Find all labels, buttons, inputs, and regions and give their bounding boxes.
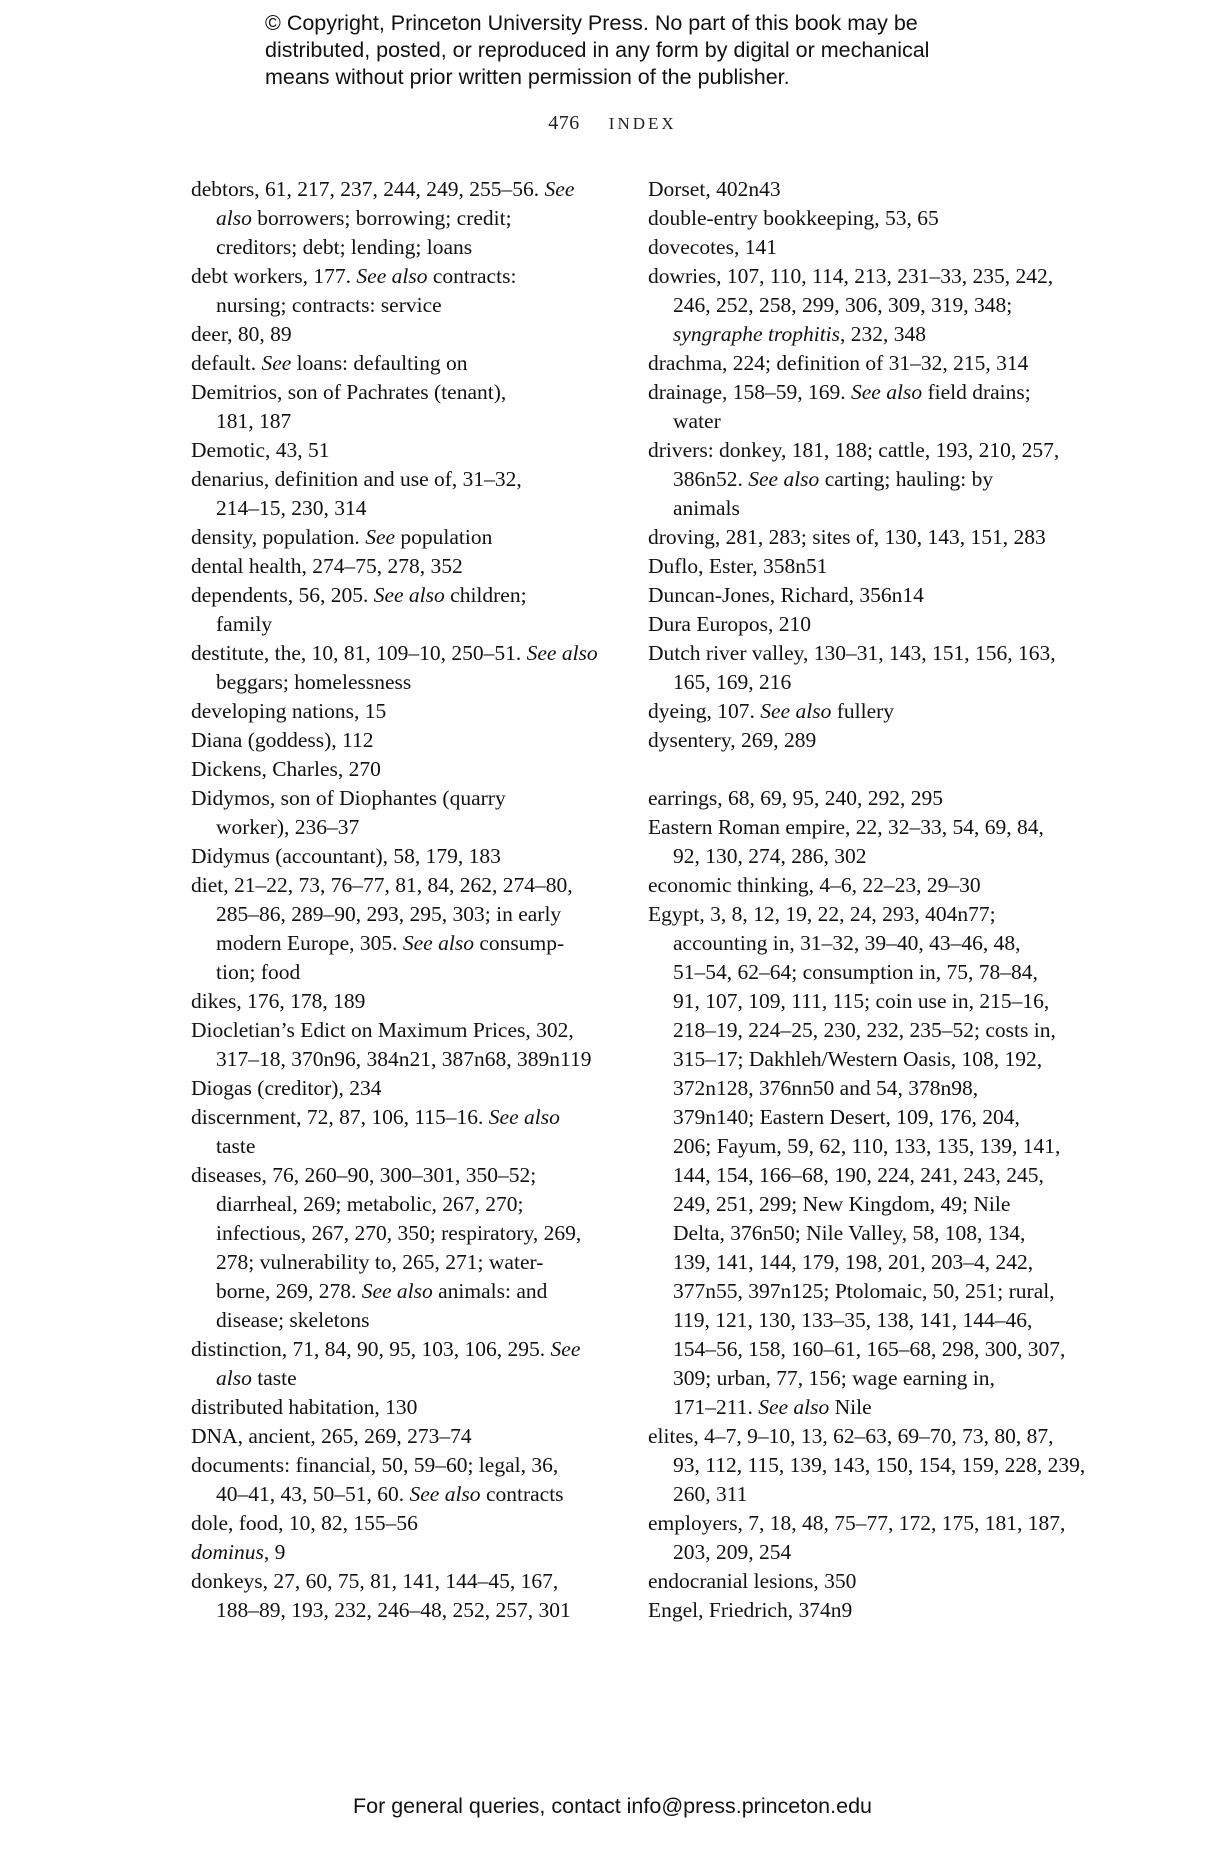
index-entry-continuation (648, 1016, 1066, 1045)
index-text: Diocletian’s Edict on Maximum Prices, 302, (191, 1018, 574, 1042)
index-text: deer, 80, 89 (191, 322, 292, 346)
index-text: documents: financial, 50, 59–60; legal, 36, (191, 1453, 559, 1477)
index-entry (648, 697, 1066, 726)
index-text: drivers: donkey, 181, 188; cattle, 193, 210, 257, (648, 438, 1060, 462)
index-entry-continuation (648, 1219, 1066, 1248)
index-text: 278; vulnerability to, 265, 271; water- (216, 1250, 544, 1274)
index-text: denarius, definition and use of, 31–32, (191, 467, 522, 491)
index-entry-continuation (648, 842, 1066, 871)
index-entry-continuation (191, 1596, 606, 1625)
index-text: family (216, 612, 273, 636)
index-italic-text: also (216, 1366, 252, 1390)
index-text: dole, food, 10, 82, 155–56 (191, 1511, 418, 1535)
index-text: 181, 187 (216, 409, 292, 433)
index-text: contracts: (427, 264, 517, 288)
index-entry (648, 813, 1066, 842)
index-text: Delta, 376n50; Nile Valley, 58, 108, 134, (673, 1221, 1026, 1245)
index-text: , 9 (263, 1540, 286, 1564)
index-entry (648, 204, 1066, 233)
index-text: Dura Europos, 210 (648, 612, 812, 636)
index-text: animals: and (432, 1279, 548, 1303)
index-entry (648, 378, 1066, 407)
footer-contact: For general queries, contact info@press.princeton.edu (352, 1794, 872, 1818)
index-entry (191, 1393, 606, 1422)
index-entry-continuation (191, 610, 606, 639)
index-text: 188–89, 193, 232, 246–48, 252, 257, 301 (216, 1598, 571, 1622)
index-entry-continuation (191, 1306, 606, 1335)
index-text: borne, 269, 278. (216, 1279, 362, 1303)
index-entry (648, 349, 1066, 378)
copyright-line: means without prior written permission of the publisher. (265, 65, 790, 89)
index-entry (191, 726, 606, 755)
index-text: earrings, 68, 69, 95, 240, 292, 295 (648, 786, 943, 810)
index-entry (648, 581, 1066, 610)
index-entry (648, 1422, 1066, 1451)
index-entry (191, 1422, 606, 1451)
index-entry-continuation (191, 958, 606, 987)
index-italic-text: See also (488, 1105, 560, 1129)
index-text: distributed habitation, 130 (191, 1395, 418, 1419)
index-entry-continuation (191, 1045, 606, 1074)
index-text: endocranial lesions, 350 (648, 1569, 857, 1593)
index-entry (191, 639, 606, 668)
index-entry-continuation (648, 1306, 1066, 1335)
index-text: dowries, 107, 110, 114, 213, 231–33, 235, 242, (648, 264, 1054, 288)
index-entry (191, 1074, 606, 1103)
index-text: Dickens, Charles, 270 (191, 757, 381, 781)
index-text: dental health, 274–75, 278, 352 (191, 554, 463, 578)
index-text: drainage, 158–59, 169. (648, 380, 852, 404)
index-text: borrowers; borrowing; credit; (251, 206, 512, 230)
index-text: taste (216, 1134, 256, 1158)
index-entry-continuation (191, 1190, 606, 1219)
index-text: 139, 141, 144, 179, 198, 201, 203–4, 242, (673, 1250, 1034, 1274)
index-text: default. (191, 351, 262, 375)
index-text: diet, 21–22, 73, 76–77, 81, 84, 262, 274–80, (191, 873, 573, 897)
index-italic-text: See (550, 1337, 581, 1361)
index-italic-text: See also (361, 1279, 433, 1303)
index-text: , 232, 348 (840, 322, 927, 346)
index-entry (191, 262, 606, 291)
index-entry-continuation (648, 320, 1066, 349)
index-entry-continuation (648, 1190, 1066, 1219)
index-text: 154–56, 158, 160–61, 165–68, 298, 300, 307, (673, 1337, 1066, 1361)
index-entry (191, 465, 606, 494)
index-text: economic thinking, 4–6, 22–23, 29–30 (648, 873, 981, 897)
index-entry-continuation (648, 987, 1066, 1016)
index-text: diarrheal, 269; metabolic, 267, 270; (216, 1192, 524, 1216)
index-text: 51–54, 62–64; consumption in, 75, 78–84, (673, 960, 1038, 984)
index-entry-continuation (648, 465, 1066, 494)
index-entry (191, 436, 606, 465)
index-entry-continuation (648, 494, 1066, 523)
index-text: 203, 209, 254 (673, 1540, 792, 1564)
index-text: consump- (473, 931, 565, 955)
index-text: 93, 112, 115, 139, 143, 150, 154, 159, 228, 239, (673, 1453, 1086, 1477)
index-text: 315–17; Dakhleh/Western Oasis, 108, 192, (673, 1047, 1043, 1071)
index-entry (191, 175, 606, 204)
index-entry (191, 523, 606, 552)
index-text: 218–19, 224–25, 230, 232, 235–52; costs in, (673, 1018, 1056, 1042)
index-italic-text: See also (409, 1482, 481, 1506)
index-text: children; (444, 583, 527, 607)
index-text: 377n55, 397n125; Ptolomaic, 50, 251; rural, (673, 1279, 1055, 1303)
index-entry-continuation (648, 1480, 1066, 1509)
index-text: Egypt, 3, 8, 12, 19, 22, 24, 293, 404n77; (648, 902, 996, 926)
index-text: 309; urban, 77, 156; wage earning in, (673, 1366, 995, 1390)
index-entry-continuation (191, 1219, 606, 1248)
index-entry (648, 436, 1066, 465)
index-text: Didymos, son of Diophantes (quarry (191, 786, 506, 810)
index-text: 214–15, 230, 314 (216, 496, 367, 520)
index-text: dikes, 176, 178, 189 (191, 989, 366, 1013)
index-entry-continuation (648, 929, 1066, 958)
index-entry (648, 639, 1066, 668)
index-text: 165, 169, 216 (673, 670, 792, 694)
index-entry (648, 871, 1066, 900)
index-text: animals (673, 496, 740, 520)
index-text: 386n52. (673, 467, 749, 491)
index-entry-continuation (191, 1364, 606, 1393)
index-entry-continuation (191, 204, 606, 233)
index-text: Demitrios, son of Pachrates (tenant), (191, 380, 507, 404)
index-text: Dorset, 402n43 (648, 177, 781, 201)
index-italic-text: See also (760, 699, 832, 723)
index-entry-continuation (191, 1132, 606, 1161)
index-text: 317–18, 370n96, 384n21, 387n68, 389n119 (216, 1047, 592, 1071)
index-entry (191, 1567, 606, 1596)
index-entry (648, 900, 1066, 929)
page-number: 476 (548, 112, 580, 134)
index-entry (191, 987, 606, 1016)
index-italic-text: See (544, 177, 575, 201)
copyright-line: © Copyright, Princeton University Press. No part of this book may be (265, 11, 918, 35)
index-text: Diogas (creditor), 234 (191, 1076, 382, 1100)
index-text: water (673, 409, 721, 433)
index-text: beggars; homelessness (216, 670, 412, 694)
index-entry-continuation (648, 1277, 1066, 1306)
index-entry-continuation (648, 1045, 1066, 1074)
index-text: Demotic, 43, 51 (191, 438, 330, 462)
index-entry (648, 175, 1066, 204)
index-entry (648, 233, 1066, 262)
index-text: tion; food (216, 960, 301, 984)
index-entry-continuation (648, 1074, 1066, 1103)
index-entry (191, 552, 606, 581)
index-entry (191, 697, 606, 726)
index-entry (191, 871, 606, 900)
index-entry (648, 726, 1066, 755)
index-italic-text: See also (373, 583, 445, 607)
index-text: contracts (480, 1482, 564, 1506)
copyright-line: distributed, posted, or reproduced in any form by digital or mechanical (265, 38, 930, 62)
index-text: donkeys, 27, 60, 75, 81, 141, 144–45, 167, (191, 1569, 559, 1593)
index-text: Diana (goddess), 112 (191, 728, 374, 752)
index-entry-continuation (648, 1248, 1066, 1277)
index-entry (191, 1016, 606, 1045)
copyright-notice (265, 10, 1025, 91)
index-entry (191, 1161, 606, 1190)
index-text: distinction, 71, 84, 90, 95, 103, 106, 295. (191, 1337, 551, 1361)
index-text: taste (251, 1366, 297, 1390)
index-text: droving, 281, 283; sites of, 130, 143, 151, 283 (648, 525, 1046, 549)
index-italic-text: dominus (191, 1540, 264, 1564)
index-text: loans: defaulting on (291, 351, 468, 375)
index-text: 379n140; Eastern Desert, 109, 176, 204, (673, 1105, 1020, 1129)
index-text: 249, 251, 299; New Kingdom, 49; Nile (673, 1192, 1011, 1216)
index-italic-text: See also (356, 264, 428, 288)
index-text: dyeing, 107. (648, 699, 761, 723)
index-text: density, population. (191, 525, 366, 549)
index-text: Duncan-Jones, Richard, 356n14 (648, 583, 924, 607)
index-entry-continuation (648, 1132, 1066, 1161)
index-text: dependents, 56, 205. (191, 583, 374, 607)
index-entry (648, 262, 1066, 291)
index-entry (648, 784, 1066, 813)
index-entry (648, 1567, 1066, 1596)
index-entry-continuation (191, 1277, 606, 1306)
index-spacer (648, 755, 1066, 784)
index-entry (191, 755, 606, 784)
index-entry-continuation (648, 958, 1066, 987)
index-text: 40–41, 43, 50–51, 60. (216, 1482, 410, 1506)
index-text: 119, 121, 130, 133–35, 138, 141, 144–46, (673, 1308, 1033, 1332)
index-entry (191, 320, 606, 349)
index-text: DNA, ancient, 265, 269, 273–74 (191, 1424, 472, 1448)
index-text: 171–211. (673, 1395, 759, 1419)
index-entry-continuation (648, 1161, 1066, 1190)
index-text: Dutch river valley, 130–31, 143, 151, 156, 163, (648, 641, 1056, 665)
index-italic-text: also (216, 206, 252, 230)
index-text: debtors, 61, 217, 237, 244, 249, 255–56. (191, 177, 545, 201)
index-text: 372n128, 376nn50 and 54, 378n98, (673, 1076, 979, 1100)
index-text: destitute, the, 10, 81, 109–10, 250–51. (191, 641, 527, 665)
index-text: Duflo, Ester, 358n51 (648, 554, 828, 578)
index-entry-continuation (191, 291, 606, 320)
index-text: 260, 311 (673, 1482, 748, 1506)
index-entry (191, 1335, 606, 1364)
index-italic-text: See also (748, 467, 820, 491)
index-text: creditors; debt; lending; loans (216, 235, 473, 259)
index-text: debt workers, 177. (191, 264, 357, 288)
index-entry-continuation (648, 1451, 1086, 1480)
index-text: infectious, 267, 270, 350; respiratory, 269, (216, 1221, 582, 1245)
index-entry-continuation (648, 291, 1066, 320)
index-entry (191, 1451, 606, 1480)
index-entry-continuation (191, 900, 606, 929)
index-entry-continuation (191, 813, 606, 842)
index-entry (191, 784, 606, 813)
index-entry-continuation (648, 1393, 1066, 1422)
index-entry-continuation (648, 668, 1066, 697)
index-entry (191, 1103, 606, 1132)
index-italic-text: See also (526, 641, 598, 665)
index-entry-continuation (191, 668, 606, 697)
index-entry (648, 610, 1066, 639)
index-entry (191, 1538, 606, 1567)
index-italic-text: See also (402, 931, 474, 955)
index-text: nursing; contracts: service (216, 293, 442, 317)
index-italic-text: See (261, 351, 292, 375)
index-text: double-entry bookkeeping, 53, 65 (648, 206, 939, 230)
index-text: Engel, Friedrich, 374n9 (648, 1598, 853, 1622)
index-text: 91, 107, 109, 111, 115; coin use in, 215–16, (673, 989, 1050, 1013)
index-text: 206; Fayum, 59, 62, 110, 133, 135, 139, 141, (673, 1134, 1061, 1158)
index-text: Didymus (accountant), 58, 179, 183 (191, 844, 501, 868)
index-entry-continuation (191, 494, 606, 523)
index-text: field drains; (922, 380, 1031, 404)
index-text: fullery (831, 699, 895, 723)
index-text: discernment, 72, 87, 106, 115–16. (191, 1105, 489, 1129)
running-header (0, 112, 1225, 135)
index-entry (191, 1509, 606, 1538)
index-text: employers, 7, 18, 48, 75–77, 172, 175, 181, 187, (648, 1511, 1066, 1535)
index-entry-continuation (191, 929, 606, 958)
index-italic-text: See (365, 525, 396, 549)
index-italic-text: See also (851, 380, 923, 404)
index-entry (191, 349, 606, 378)
index-text: worker), 236–37 (216, 815, 360, 839)
index-text: elites, 4–7, 9–10, 13, 62–63, 69–70, 73, 80, 87, (648, 1424, 1054, 1448)
index-italic-text: See also (758, 1395, 830, 1419)
index-italic-text: syngraphe trophitis (673, 322, 841, 346)
index-text: drachma, 224; definition of 31–32, 215, 314 (648, 351, 1029, 375)
index-text: diseases, 76, 260–90, 300–301, 350–52; (191, 1163, 537, 1187)
index-text: 144, 154, 166–68, 190, 224, 241, 243, 245, (673, 1163, 1044, 1187)
index-text: carting; hauling: by (819, 467, 994, 491)
index-entry (648, 552, 1066, 581)
index-entry (648, 523, 1066, 552)
index-text: 285–86, 289–90, 293, 295, 303; in early (216, 902, 562, 926)
index-text: disease; skeletons (216, 1308, 370, 1332)
index-entry-continuation (191, 407, 606, 436)
index-entry (648, 1596, 1066, 1625)
index-entry (191, 581, 606, 610)
index-entry (191, 842, 606, 871)
index-text: Nile (829, 1395, 872, 1419)
index-entry-continuation (648, 407, 1066, 436)
index-text: developing nations, 15 (191, 699, 387, 723)
index-entry (648, 1509, 1066, 1538)
page-title: INDEX (608, 114, 677, 133)
index-entry-continuation (648, 1103, 1066, 1132)
index-entry-continuation (648, 1364, 1066, 1393)
index-text: dysentery, 269, 289 (648, 728, 817, 752)
index-text: dovecotes, 141 (648, 235, 777, 259)
index-entry-continuation (191, 1480, 606, 1509)
index-entry-continuation (648, 1538, 1066, 1567)
index-column-right (648, 175, 1086, 1625)
index-text: accounting in, 31–32, 39–40, 43–46, 48, (673, 931, 1021, 955)
index-text: 92, 130, 274, 286, 302 (673, 844, 867, 868)
index-entry-continuation (191, 233, 606, 262)
index-entry (191, 378, 606, 407)
index-text: 246, 252, 258, 299, 306, 309, 319, 348; (673, 293, 1013, 317)
index-entry-continuation (191, 1248, 606, 1277)
index-text: population (395, 525, 493, 549)
index-text: modern Europe, 305. (216, 931, 403, 955)
index-entry-continuation (648, 1335, 1066, 1364)
index-text: Eastern Roman empire, 22, 32–33, 54, 69, 84, (648, 815, 1044, 839)
index-column-left (191, 175, 606, 1625)
